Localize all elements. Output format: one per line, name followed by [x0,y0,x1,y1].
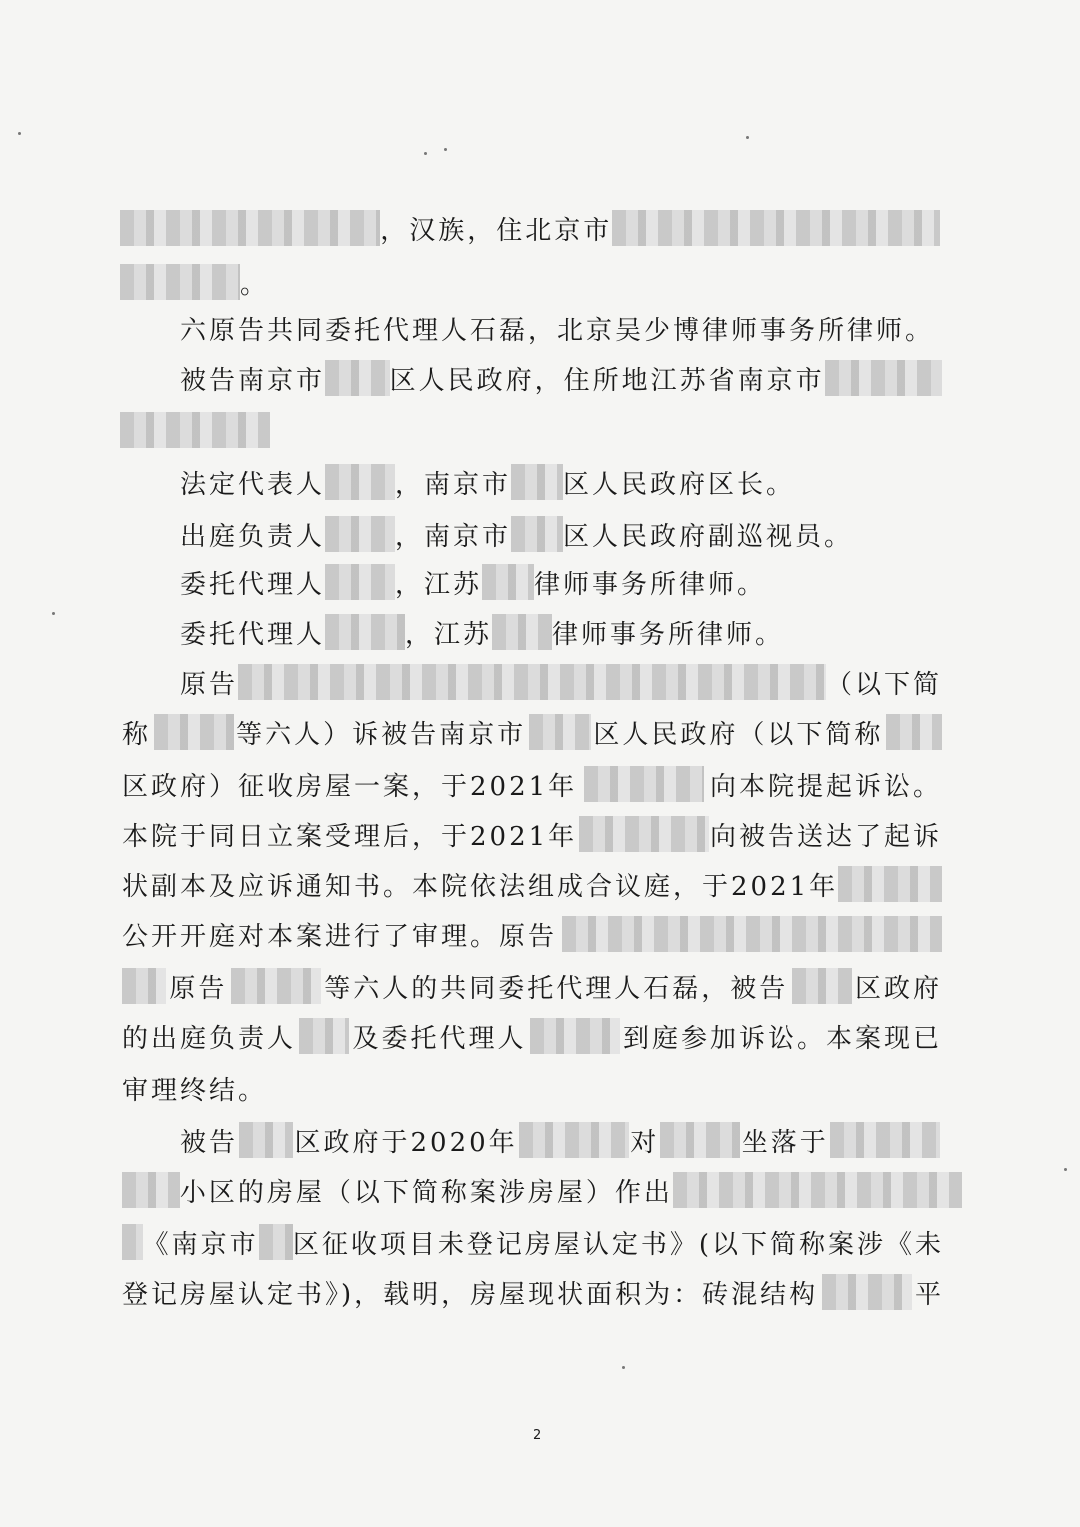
scan-speck [622,1366,625,1369]
text-line [180,462,795,502]
text-segment: 等六人）诉被告南京市 [236,719,527,750]
redaction-mosaic [299,1018,349,1054]
text-segment: ，江苏 [405,619,493,650]
text-segment: 。 [240,269,270,300]
redaction-mosaic [325,464,395,500]
text-segment: 等六人的共同委托代理人石磊，被告 [324,973,789,1004]
redaction-mosaic [325,516,395,552]
redaction-mosaic [492,614,552,650]
redaction-mosaic [122,1224,143,1260]
text-segment: 公开开庭对本案进行了审理。原告 [122,921,558,952]
redaction-mosaic [519,1122,629,1158]
text-segment: 区政府 [854,973,942,1004]
text-segment: 被告 [180,1127,239,1158]
redaction-mosaic [259,1224,293,1260]
text-line [122,1272,944,1312]
text-segment: 原告 [169,973,228,1004]
text-segment: 区人民政府（以下简称 [593,719,884,750]
redaction-mosaic [511,516,563,552]
redaction-mosaic [830,1122,940,1158]
text-segment: 区政府于2020年 [294,1127,518,1158]
text-line [180,358,942,398]
redaction-mosaic [325,564,395,600]
text-segment: 区人民政府副巡视员。 [563,521,854,552]
text-segment: 委托代理人 [180,569,326,600]
text-line [122,1222,944,1262]
redaction-mosaic [612,210,940,246]
redaction-mosaic [530,1018,620,1054]
text-line [122,764,942,804]
text-line [122,814,942,854]
scan-speck [1064,1168,1067,1171]
text-line [122,966,942,1006]
text-segment: 平 [914,1279,944,1310]
redaction-mosaic [838,866,942,902]
redaction-mosaic [239,1122,293,1158]
text-line [122,1068,267,1108]
text-segment: 委托代理人 [180,619,326,650]
redaction-mosaic [325,360,390,396]
redaction-mosaic [120,412,270,448]
text-segment: 出庭负责人 [180,521,326,552]
redaction-mosaic [792,968,852,1004]
text-line [180,514,853,554]
text-line [180,562,766,602]
text-segment: ，南京市 [395,521,512,552]
text-segment: 称 [122,719,152,750]
scan-speck [444,148,447,151]
text-line [180,308,942,348]
text-segment: （以下简 [825,669,942,700]
scan-speck [424,152,427,155]
text-segment: 律师事务所律师。 [534,569,767,600]
text-line [180,1120,940,1160]
text-line [120,262,269,302]
text-line [120,208,940,248]
text-segment: 到庭参加诉讼。本案现已 [622,1023,942,1054]
redaction-mosaic [584,766,704,802]
text-line [180,612,784,652]
redaction-mosaic [579,816,709,852]
redaction-mosaic [825,360,942,396]
text-line [122,712,942,752]
text-segment: ，南京市 [395,469,512,500]
text-segment: 的出庭负责人 [122,1023,297,1054]
text-segment: 原告 [180,669,239,700]
scan-speck [52,612,55,615]
text-segment: 登记房屋认定书》)，载明，房屋现状面积为：砖混结构 [122,1279,819,1310]
text-segment: 对 [630,1127,660,1158]
redaction-mosaic [562,916,942,952]
text-segment: 区政府）征收房屋一案，于2021年 [122,771,578,802]
redaction-mosaic [231,968,321,1004]
text-segment: 律师事务所律师。 [552,619,785,650]
text-segment: 区征收项目未登记房屋认定书》(以下简称案涉《未 [292,1229,944,1260]
redaction-mosaic [482,564,534,600]
text-line [180,662,942,702]
text-line [122,1170,962,1210]
text-segment: ，汉族，住北京市 [380,215,613,246]
text-line [122,914,942,954]
text-segment: 六原告共同委托代理人石磊，北京吴少博律师事务所律师。 [180,315,935,346]
text-segment: 区人民政府区长。 [563,469,796,500]
text-line [122,864,942,904]
text-segment: 向本院提起诉讼。 [709,771,942,802]
redaction-mosaic [238,664,826,700]
text-segment: 及委托代理人 [352,1023,527,1054]
text-segment: ，江苏 [395,569,483,600]
redaction-mosaic [122,968,166,1004]
redaction-mosaic [529,714,591,750]
scan-speck [746,136,749,139]
redaction-mosaic [122,1172,180,1208]
text-segment: 小区的房屋（以下简称案涉房屋）作出 [179,1177,673,1208]
text-line [120,410,270,450]
page-number: 2 [533,1428,542,1443]
text-segment: 状副本及应诉通知书。本院依法组成合议庭，于2021年 [122,871,839,902]
text-segment: 审理终结。 [122,1075,268,1106]
text-segment: 坐落于 [741,1127,829,1158]
redaction-mosaic [154,714,234,750]
text-segment: 区人民政府，住所地江苏省南京市 [389,365,825,396]
redaction-mosaic [822,1274,912,1310]
redaction-mosaic [511,464,563,500]
redaction-mosaic [325,614,405,650]
redaction-mosaic [660,1122,740,1158]
scan-speck [18,132,21,135]
redaction-mosaic [120,264,240,300]
redaction-mosaic [886,714,942,750]
text-segment: 向被告送达了起诉 [709,821,942,852]
text-segment: 被告南京市 [180,365,326,396]
text-segment: 本院于同日立案受理后，于2021年 [122,821,578,852]
redaction-mosaic [120,210,380,246]
redaction-mosaic [673,1172,962,1208]
text-segment: 法定代表人 [180,469,326,500]
text-line [122,1016,942,1056]
text-segment: 《南京市 [142,1229,259,1260]
